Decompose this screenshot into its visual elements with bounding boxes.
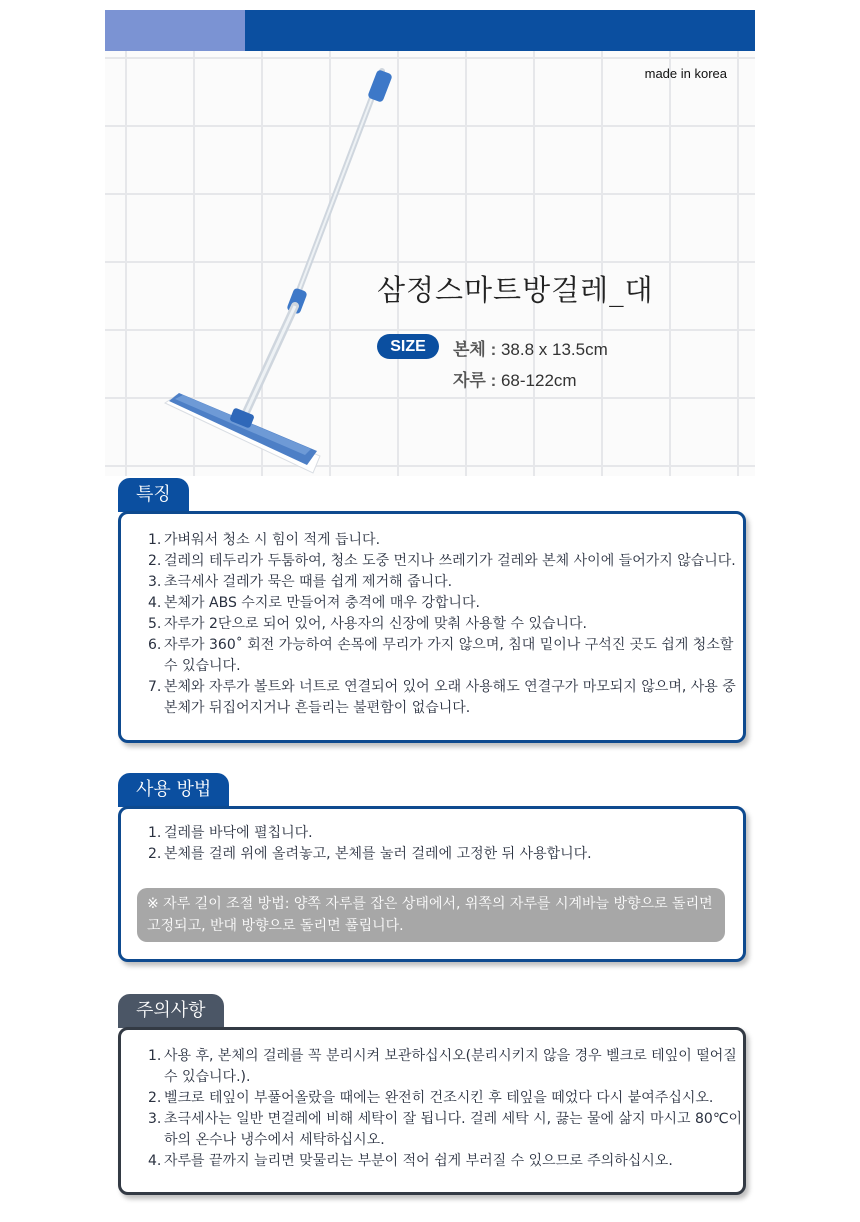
usage-list (121, 809, 743, 865)
list-item-number: 4. (148, 1153, 162, 1169)
list-item-number: 1. (148, 825, 162, 841)
spec-body (453, 335, 608, 360)
made-in-label: made in korea (644, 66, 727, 81)
cautions-box (118, 1027, 746, 1195)
list-item-number: 5. (148, 616, 162, 632)
list-item-number: 3. (148, 1111, 162, 1127)
list-item (121, 677, 743, 719)
product-title: 삼정스마트방걸레_대 (377, 273, 654, 307)
list-item-text: 가벼워서 청소 시 힘이 적게 듭니다. (164, 532, 381, 548)
list-item (121, 1046, 743, 1088)
cautions-list (121, 1030, 743, 1172)
spec-handle-value: 68-122cm (500, 371, 577, 390)
list-item (121, 1109, 743, 1151)
list-item-number: 2. (148, 1090, 162, 1106)
spec-handle (453, 366, 577, 391)
list-item-text: 벨크로 테잎이 부풀어올랐을 때에는 완전히 건조시킨 후 테잎을 떼었다 다시 붙여주십시오. (164, 1090, 714, 1106)
length-adjust-note: ※ 자루 길이 조절 방법: 양쪽 자루를 잡은 상태에서, 위쪽의 자루를 시계바늘 방향으로 돌리면 고정되고, 반대 방향으로 돌리면 풀립니다. (137, 888, 725, 942)
list-item-text: 본체와 자루가 볼트와 너트로 연결되어 있어 오래 사용해도 연결구가 마모되지 않으며, 사용 중 본체가 뒤집어지거나 흔들리는 불편함이 없습니다. (164, 679, 736, 716)
list-item-text: 자루가 360˚ 회전 가능하여 손목에 무리가 가지 않으며, 침대 밑이나 구석진 곳도 쉽게 청소할 수 있습니다. (164, 637, 734, 674)
list-item-text: 초극세사는 일반 면걸레에 비해 세탁이 잘 됩니다. 걸레 세탁 시, 끓는 물에 삶지 마시고 80℃이하의 온수나 냉수에서 세탁하십시오. (164, 1111, 743, 1148)
list-item-text: 본체가 ABS 수지로 만들어져 충격에 매우 강합니다. (164, 595, 480, 611)
list-item-text: 본체를 걸레 위에 올려놓고, 본체를 눌러 걸레에 고정한 뒤 사용합니다. (164, 846, 592, 862)
list-item (121, 1151, 743, 1172)
list-item-number: 1. (148, 532, 162, 548)
size-badge: SIZE (377, 334, 439, 359)
list-item (121, 551, 743, 572)
list-item (121, 844, 743, 865)
list-item-number: 6. (148, 637, 162, 653)
features-box (118, 511, 746, 743)
top-banner-accent (105, 10, 245, 51)
usage-box (118, 806, 746, 962)
tab-cautions: 주의사항 (118, 994, 224, 1028)
list-item (121, 572, 743, 593)
list-item-text: 초극세사 걸레가 묵은 때를 쉽게 제거해 줍니다. (164, 574, 453, 590)
list-item (121, 823, 743, 844)
features-list (121, 514, 743, 719)
list-item (121, 1088, 743, 1109)
tab-features: 특징 (118, 478, 189, 512)
list-item-text: 자루를 끝까지 늘리면 맞물리는 부분이 적어 쉽게 부러질 수 있으므로 주의하십시오. (164, 1153, 673, 1169)
list-item-text: 걸레를 바닥에 펼칩니다. (164, 825, 313, 841)
spec-body-label: 본체 : (453, 340, 497, 359)
list-item-number: 4. (148, 595, 162, 611)
list-item-text: 사용 후, 본체의 걸레를 꼭 분리시켜 보관하십시오(분리시키지 않을 경우 벨크로 테잎이 떨어질 수 있습니다.). (164, 1048, 737, 1085)
spec-handle-label: 자루 : (453, 371, 497, 390)
list-item (121, 593, 743, 614)
list-item-number: 2. (148, 553, 162, 569)
list-item-text: 자루가 2단으로 되어 있어, 사용자의 신장에 맞춰 사용할 수 있습니다. (164, 616, 588, 632)
list-item-text: 걸레의 테두리가 두툼하여, 청소 도중 먼지나 쓰레기가 걸레와 본체 사이에 들어가지 않습니다. (164, 553, 736, 569)
spec-body-value: 38.8 x 13.5cm (500, 340, 608, 359)
list-item-number: 7. (148, 679, 162, 695)
list-item (121, 530, 743, 551)
list-item (121, 614, 743, 635)
list-item (121, 635, 743, 677)
mop-image (105, 51, 755, 476)
list-item-number: 1. (148, 1048, 162, 1064)
tab-usage: 사용 방법 (118, 773, 229, 807)
list-item-number: 3. (148, 574, 162, 590)
list-item-number: 2. (148, 846, 162, 862)
product-hero (105, 51, 755, 476)
top-banner (105, 10, 755, 51)
